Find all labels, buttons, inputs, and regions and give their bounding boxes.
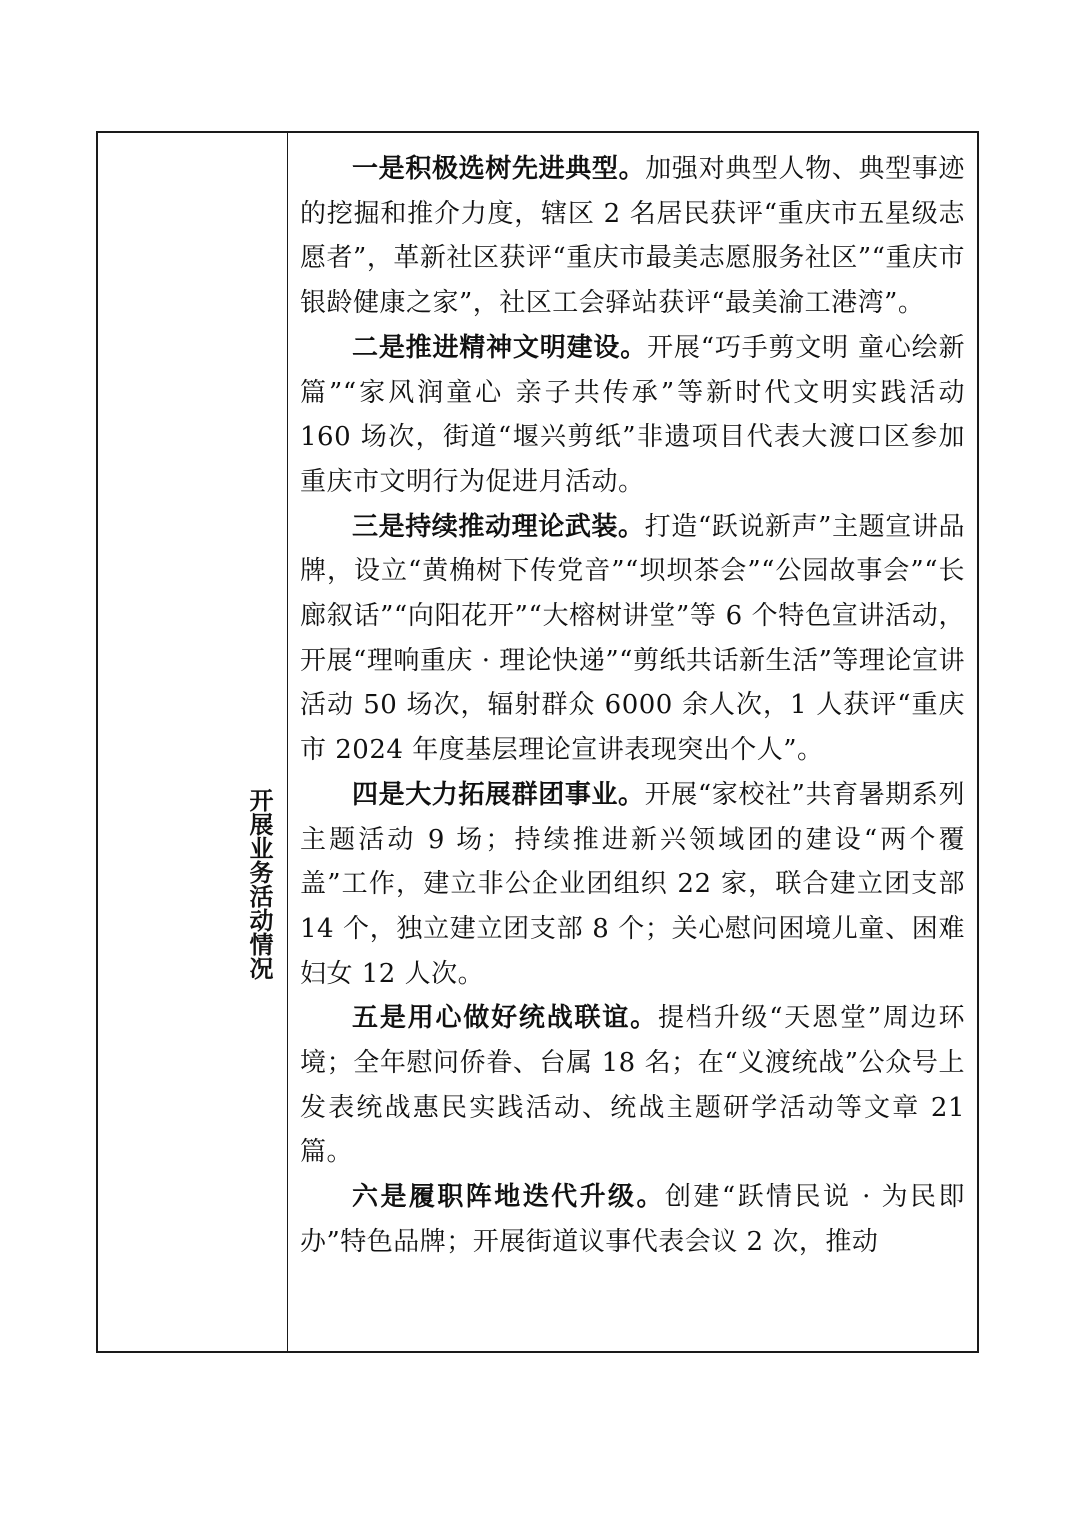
paragraph-lead: 四是大力拓展群团事业。 [352, 779, 645, 810]
paragraph-body: 开展“巧手剪文明 童心绘新篇”“家风润童心 亲子共传承”等新时代文明实践活动 160 场次，街道“堰兴剪纸”非遗项目代表大渡口区参加重庆市文明行为促进月活动。 [300, 332, 965, 497]
paragraph-5 [300, 996, 965, 1175]
paragraph-1 [300, 147, 965, 326]
paragraph-lead: 五是用心做好统战联谊。 [352, 1003, 658, 1034]
paragraph-body: 打造“跃说新声”主题宣讲品牌，设立“黄桷树下传党音”“坝坝茶会”“公园故事会”“长廊叙话”“向阳花开”“大榕树讲堂”等 6 个特色宣讲活动，开展“理响重庆 · 理论快递”“剪纸共话新生活”等理论宣讲活动 50 场次，辐射群众 6000 余人次，1 人获评“重庆市 2024 年度基层理论宣讲表现突出个人”。 [300, 511, 965, 766]
paragraph-6 [300, 1175, 965, 1264]
paragraph-lead: 一是积极选树先进典型。 [352, 154, 646, 184]
label-cell [98, 133, 288, 1351]
paragraph-2 [300, 326, 965, 505]
paragraph-4 [300, 773, 965, 997]
paragraph-body: 创建“跃情民说 · 为民即办”特色品牌；开展街道议事代表会议 2 次，推动 [300, 1182, 965, 1257]
activity-table [96, 131, 979, 1353]
paragraph-body: 提档升级“天恩堂”周边环境；全年慰问侨眷、台属 18 名；在“义渡统战”公众号上发表统战惠民实践活动、统战主题研学活动等文章 21 篇。 [300, 1003, 965, 1168]
paragraph-lead: 六是履职阵地迭代升级。 [352, 1182, 665, 1213]
paragraph-lead: 三是持续推动理论武装。 [352, 511, 645, 542]
section-label: 开展业务活动情况 [245, 788, 273, 980]
paragraph-lead: 二是推进精神文明建设。 [352, 332, 648, 363]
paragraph-3 [300, 505, 965, 773]
content-cell [288, 133, 977, 1351]
paragraph-body: 加强对典型人物、典型事迹的挖掘和推介力度，辖区 2 名居民获评“重庆市五星级志愿者”，革新社区获评“重庆市最美志愿服务社区”“重庆市银龄健康之家”，社区工会驿站获评“最美渝工港湾”。 [300, 154, 965, 319]
paragraph-body: 开展“家校社”共育暑期系列主题活动 9 场；持续推进新兴领域团的建设“两个覆盖”工作，建立非公企业团组织 22 家，联合建立团支部 14 个，独立建立团支部 8 个；关心慰问困境儿童、困难妇女 12 人次。 [300, 779, 965, 989]
